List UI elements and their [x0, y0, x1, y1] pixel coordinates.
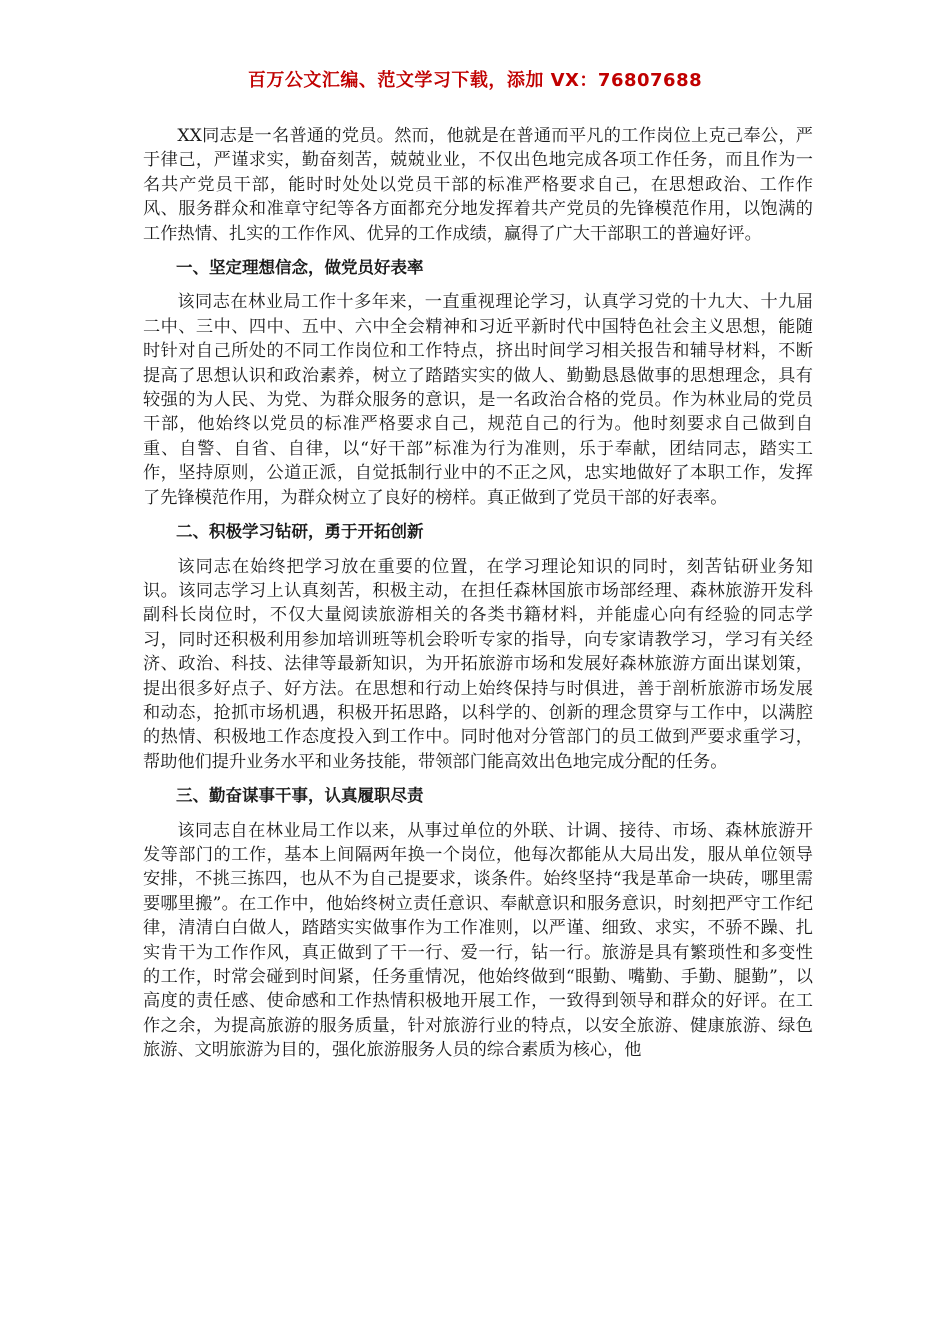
document-body — [143, 124, 813, 1073]
intro-paragraph: XX同志是一名普通的党员。然而，他就是在普通而平凡的工作岗位上克己奉公，严于律己，严谨求实，勤奋刻苦，兢兢业业，不仅出色地完成各项工作任务，而且作为一名共产党员干部，能时时处处以党员干部的标准严格要求自己，在思想政治、工作作风、服务群众和准章守纪等各方面都充分地发挥着共产党员的先锋模范作用，以饱满的工作热情、扎实的工作作风、优异的工作成绩，赢得了广大干部职工的普遍好评。 — [143, 126, 813, 244]
section-2-heading: 二、积极学习钻研，勇于开拓创新 — [176, 522, 424, 542]
section-3-paragraph: 该同志自在林业局工作以来，从事过单位的外联、计调、接待、市场、森林旅游开发等部门的工作，基本上间隔两年换一个岗位，他每次都能从大局出发，服从单位领导安排，不挑三拣四，也从不为自己提要求，谈条件。始终坚持“我是革命一块砖，哪里需要哪里搬”。在工作中，他始终树立责任意识、奉献意识和服务意识，时刻把严守工作纪律，清清白白做人，踏踏实实做事作为工作准则，以严谨、细致、求实，不骄不躁、扎实肯干为工作作风，真正做到了干一行、爱一行，钻一行。旅游是具有繁琐性和多变性的工作，时常会碰到时间紧，任务重情况，他始终做到“眼勤、嘴勤、手勤、腿勤”，以高度的责任感、使命感和工作热情积极地开展工作，一致得到领导和群众的好评。在工作之余，为提高旅游的服务质量，针对旅游行业的特点，以安全旅游、健康旅游、绿色旅游、文明旅游为目的，强化旅游服务人员的综合素质为核心，他 — [143, 820, 813, 1061]
section-1-paragraph: 该同志在林业局工作十多年来，一直重视理论学习，认真学习党的十九大、十九届二中、三中、四中、五中、六中全会精神和习近平新时代中国特色社会主义思想，能随时针对自己所处的不同工作岗位和工作特点，挤出时间学习相关报告和辅导材料，不断提高了思想认识和政治素养，树立了踏踏实实的做人、勤勤恳恳做事的思想理念，具有较强的为人民、为党、为群众服务的意识，是一名政治合格的党员。作为林业局的党员干部，他始终以党员的标准严格要求自己，规范自己的行为。他时刻要求自己做到自重、自警、自省、自律，以“好干部”标准为行为准则，乐于奉献，团结同志，踏实工作，坚持原则，公道正派，自觉抵制行业中的不正之风，忠实地做好了本职工作，发挥了先锋模范作用，为群众树立了良好的榜样。真正做到了党员干部的好表率。 — [143, 292, 813, 508]
section-2-paragraph: 该同志在始终把学习放在重要的位置，在学习理论知识的同时，刻苦钻研业务知识。该同志学习上认真刻苦，积极主动，在担任森林国旅市场部经理、森林旅游开发科副科长岗位时，不仅大量阅读旅游相关的各类书籍材料，并能虚心向有经验的同志学习，同时还积极利用参加培训班等机会聆听专家的指导，向专家请教学习，学习有关经济、政治、科技、法律等最新知识，为开拓旅游市场和发展好森林旅游方面出谋划策，提出很多好点子、好方法。在思想和行动上始终保持与时俱进，善于剖析旅游市场发展和动态，抢抓市场机遇，积极开拓思路，以科学的、创新的理念贯穿与工作中，以满腔的热情、积极地工作态度投入到工作中。同时他对分管部门的员工做到严要求重学习，帮助他们提升业务水平和业务技能，带领部门能高效出色地完成分配的任务。 — [143, 556, 813, 772]
section-3-heading: 三、勤奋谋事干事，认真履职尽责 — [176, 786, 424, 806]
section-1-heading: 一、坚定理想信念，做党员好表率 — [176, 258, 424, 278]
watermark-header: 百万公文汇编、范文学习下载，添加 VX：76807688 — [247, 70, 703, 91]
